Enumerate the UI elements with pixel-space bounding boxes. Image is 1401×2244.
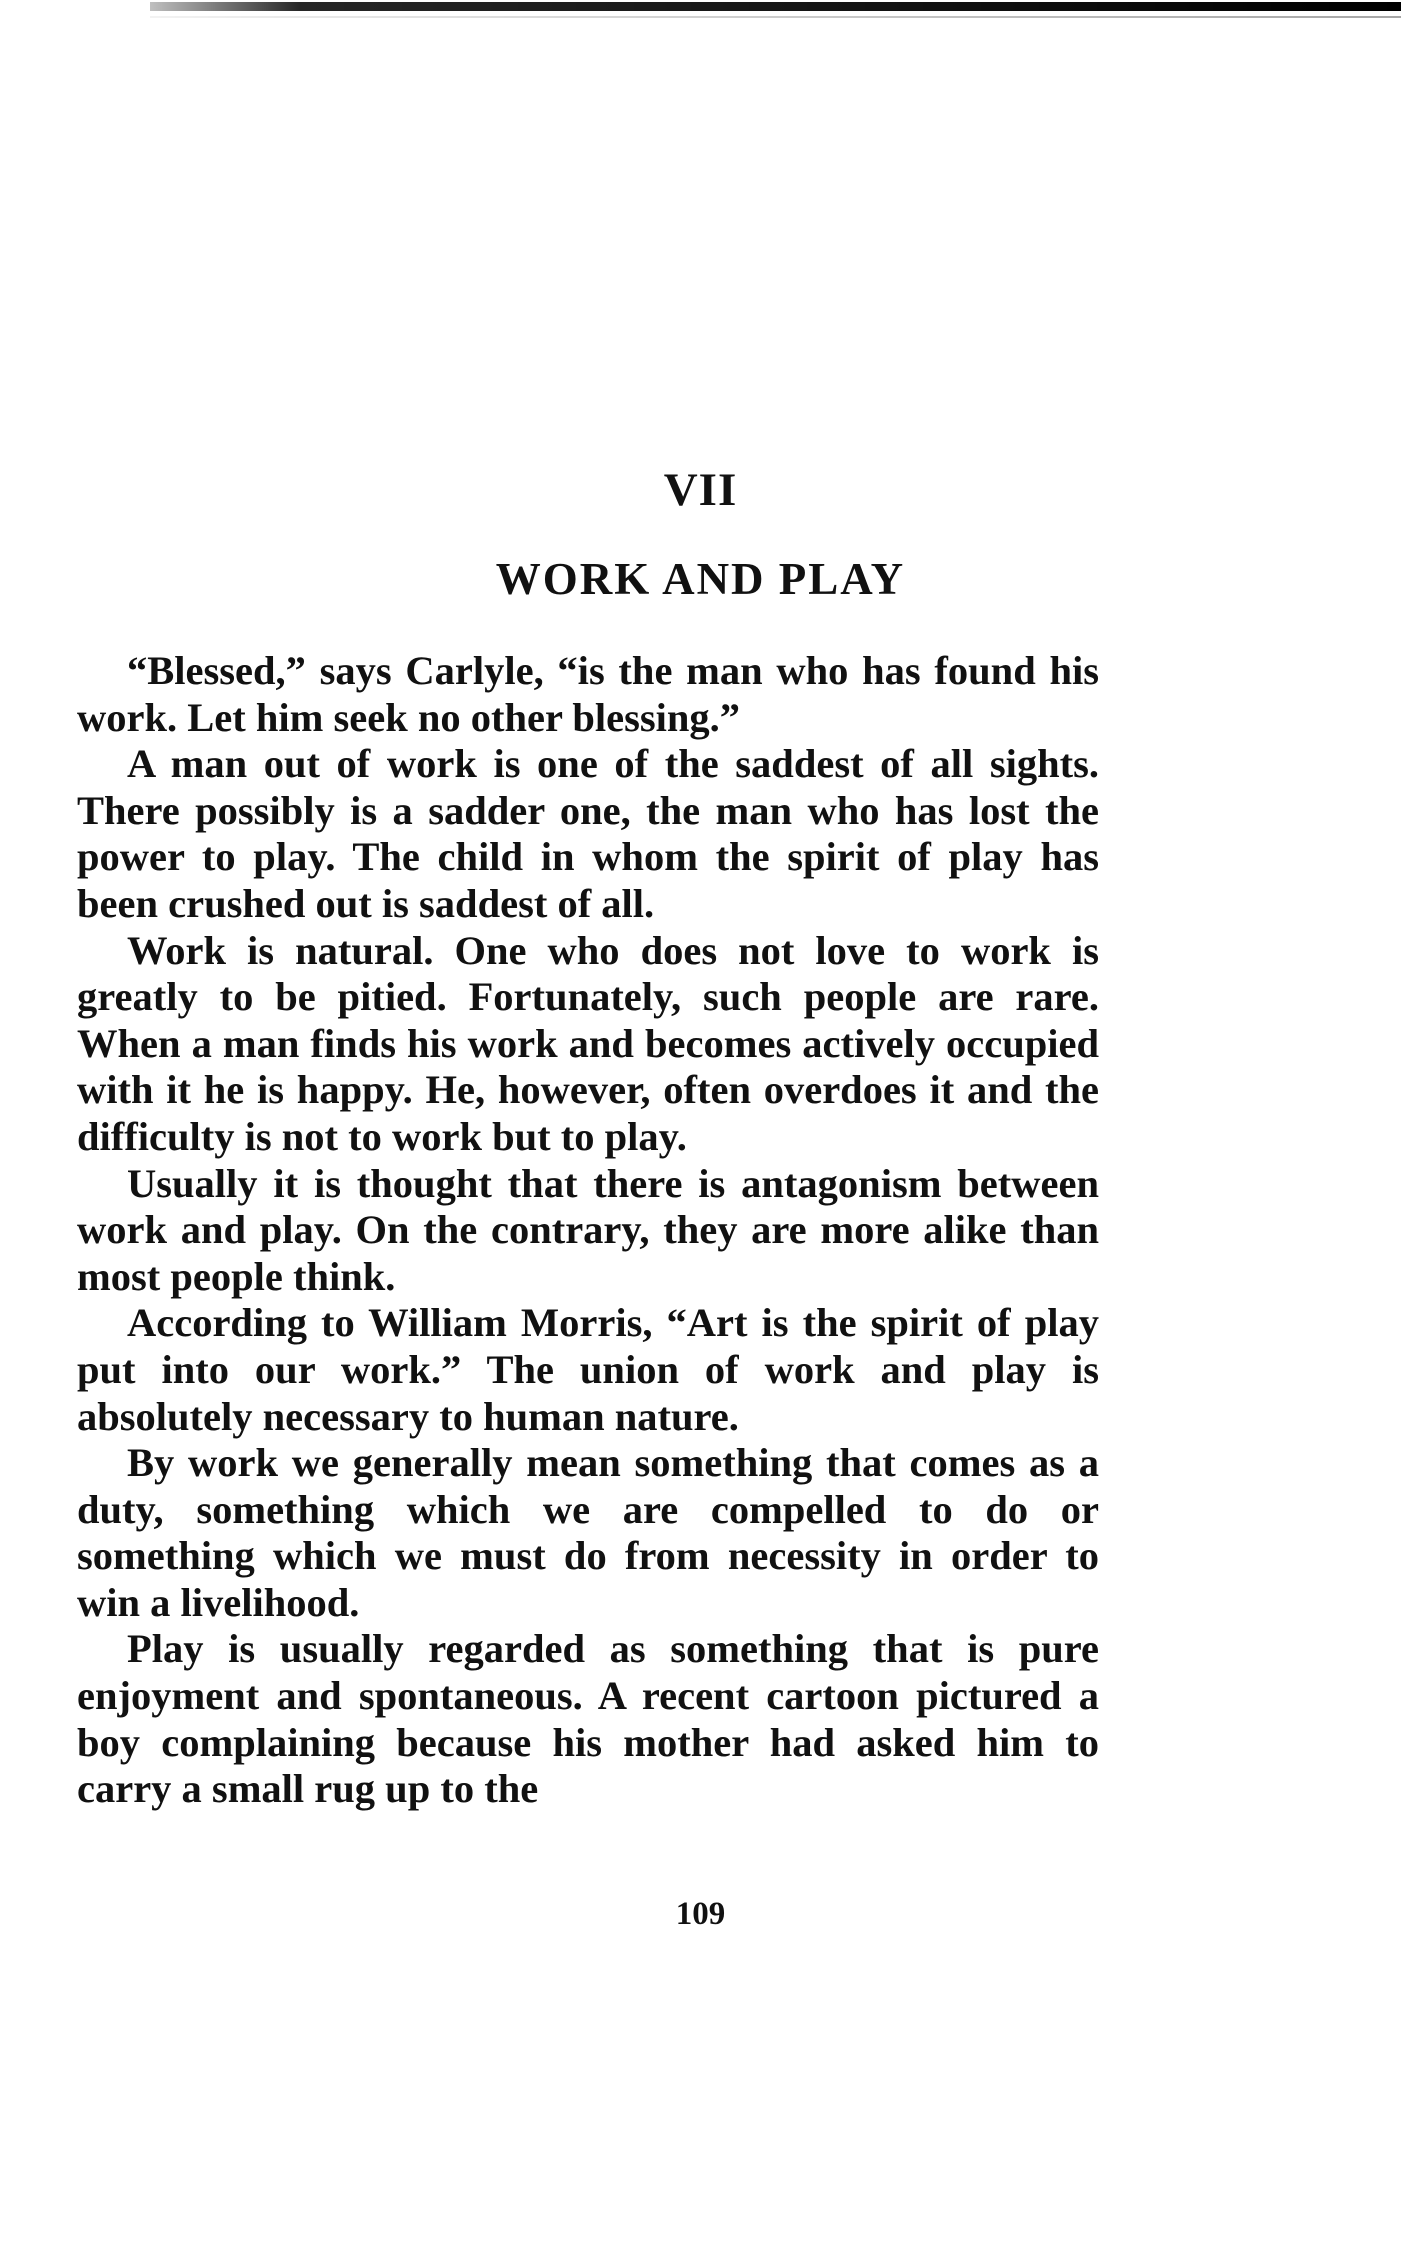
top-edge-rule bbox=[150, 2, 1401, 11]
paragraph: Work is natural. One who does not love to work is greatly to be pitied. Fortunately, such people are rare. When a man finds his work and becomes actively occupied with it he is happy. He, however, often overdoes it and the difficulty is not to work but to play. bbox=[77, 927, 1099, 1159]
paragraph: A man out of work is one of the saddest of all sights. There possibly is a sadder one, the man who has lost the power to play. The child in whom the spirit of play has been crushed out is saddest of all. bbox=[77, 741, 1099, 926]
top-edge-shadow bbox=[150, 16, 1401, 18]
chapter-number: VII bbox=[663, 464, 738, 516]
body-text bbox=[77, 648, 1099, 1813]
paragraph: Play is usually regarded as something that is pure enjoyment and spontaneous. A recent cartoon pictured a boy complaining because his mother had asked him to carry a small rug up to the bbox=[77, 1626, 1099, 1812]
paragraph: By work we generally mean something that comes as a duty, something which we are compelled to do or something which we must do from necessity in order to win a livelihood. bbox=[77, 1440, 1099, 1625]
chapter-title: WORK AND PLAY bbox=[495, 554, 906, 604]
paragraph: According to William Morris, “Art is the spirit of play put into our work.” The union of work and play is absolutely necessary to human nature. bbox=[77, 1300, 1099, 1439]
page-number: 109 bbox=[675, 1896, 726, 1932]
paragraph: “Blessed,” says Carlyle, “is the man who has found his work. Let him seek no other blessing.” bbox=[77, 648, 1099, 740]
paragraph: Usually it is thought that there is antagonism between work and play. On the contrary, they are more alike than most people think. bbox=[77, 1160, 1099, 1299]
